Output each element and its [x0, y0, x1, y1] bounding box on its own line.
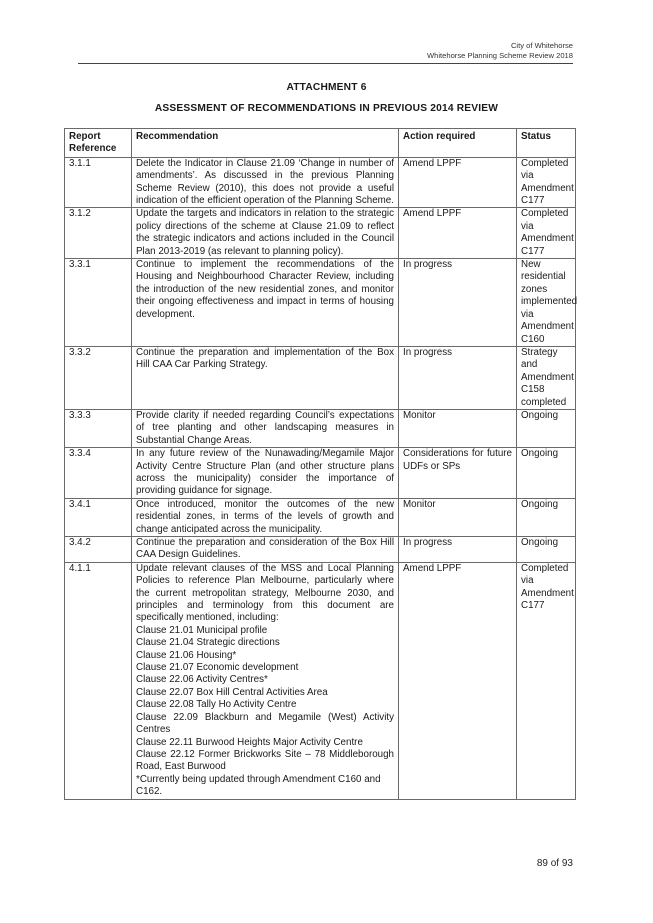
cell-recommendation — [132, 562, 399, 799]
table-row — [65, 259, 576, 347]
clause-line: Clause 21.06 Housing* — [136, 649, 237, 661]
cell-recommendation: Provide clarity if needed regarding Council’s expectations of tree planting and other landscaping measures in Substantial Change Areas. — [132, 409, 399, 447]
recommendations-table — [64, 128, 576, 800]
clause-line: Clause 22.08 Tally Ho Activity Centre — [136, 699, 297, 711]
header-recommendation: Recommendation — [132, 129, 399, 158]
cell-reference: 3.3.4 — [65, 448, 132, 499]
cell-reference: 3.3.3 — [65, 409, 132, 447]
table-row — [65, 498, 576, 536]
table-header-row — [65, 129, 576, 158]
page-header — [427, 41, 573, 61]
cell-recommendation: Continue to implement the recommendations of the Housing and Neighbourhood Character Review, including the introduction of the new residential zones, and monitor their ongoing effectiveness and impact in terms of housing development. — [132, 259, 399, 347]
clause-line: Clause 22.11 Burwood Heights Major Activity Centre — [136, 736, 363, 748]
header-organisation: City of Whitehorse — [510, 41, 573, 50]
cell-reference: 3.3.1 — [65, 259, 132, 347]
clause-line: Clause 22.09 Blackburn and Megamile (West) Activity Centres — [136, 711, 394, 736]
cell-status: New residential zones implemented via Amendment C160 — [517, 259, 576, 347]
cell-reference: 3.4.2 — [65, 537, 132, 563]
cell-status: Ongoing — [517, 537, 576, 563]
header-status: Status — [517, 129, 576, 158]
cell-action: Considerations for future UDFs or SPs — [399, 448, 517, 499]
clause-line: Clause 21.01 Municipal profile — [136, 624, 268, 636]
cell-recommendation: Continue the preparation and consideration of the Box Hill CAA Design Guidelines. — [132, 537, 399, 563]
cell-recommendation: In any future review of the Nunawading/Megamile Major Activity Centre Structure Plan (and other structure plans across the municipality) consider the importance of providing guidance for signage. — [132, 448, 399, 499]
clause-line: Clause 21.07 Economic development — [136, 662, 299, 674]
cell-status: Completed via Amendment C177 — [517, 208, 576, 259]
cell-status: Completed via Amendment C177 — [517, 157, 576, 208]
cell-action: Monitor — [399, 409, 517, 447]
header-document: Whitehorse Planning Scheme Review 2018 — [426, 51, 573, 60]
table-row — [65, 448, 576, 499]
clause-line: Clause 21.04 Strategic directions — [136, 637, 280, 649]
cell-recommendation: Continue the preparation and implementation of the Box Hill CAA Car Parking Strategy. — [132, 346, 399, 409]
cell-reference: 3.1.1 — [65, 157, 132, 208]
cell-recommendation: Update the targets and indicators in relation to the strategic policy directions of the scheme at Clause 21.09 to reflect the strategic indicators and actions included in the Council Plan 2013-2019 (as relevant to planning policy). — [132, 208, 399, 259]
cell-action: Amend LPPF — [399, 157, 517, 208]
table-row — [65, 157, 576, 208]
table-row — [65, 409, 576, 447]
cell-action: In progress — [399, 346, 517, 409]
table-row — [65, 208, 576, 259]
table-row — [65, 346, 576, 409]
table-row — [65, 537, 576, 563]
recommendation-note: *Currently being updated through Amendment C160 and C162. — [136, 773, 381, 798]
cell-recommendation: Once introduced, monitor the outcomes of the new residential zones, in terms of the levels of growth and change anticipated across the municipality. — [132, 498, 399, 536]
recommendation-intro: Update relevant clauses of the MSS and Local Planning Policies to reference Plan Melbourne, particularly where the current metropolitan strategy, Melbourne 2030, and principles and terminology from this document are specifically mentioned, including: — [136, 562, 394, 624]
clause-line: Clause 22.12 Former Brickworks Site – 78 Middleborough Road, East Burwood — [136, 748, 394, 773]
cell-reference: 3.1.2 — [65, 208, 132, 259]
cell-status: Completed via Amendment C177 — [517, 562, 576, 799]
page-number: 89 of 93 — [536, 858, 573, 869]
clause-line: Clause 22.07 Box Hill Central Activities Area — [136, 686, 328, 698]
table-row — [65, 562, 576, 799]
header-action: Action required — [399, 129, 517, 158]
cell-action: In progress — [399, 259, 517, 347]
cell-status: Strategy and Amendment C158 completed — [517, 346, 576, 409]
cell-status: Ongoing — [517, 409, 576, 447]
cell-action: Monitor — [399, 498, 517, 536]
cell-status: Ongoing — [517, 448, 576, 499]
cell-action: Amend LPPF — [399, 208, 517, 259]
cell-reference: 3.4.1 — [65, 498, 132, 536]
header-rule — [78, 63, 573, 64]
clause-line: Clause 22.06 Activity Centres* — [136, 674, 268, 686]
cell-action: In progress — [399, 537, 517, 563]
cell-status: Ongoing — [517, 498, 576, 536]
attachment-title: ATTACHMENT 6 — [286, 82, 367, 93]
section-subtitle: ASSESSMENT OF RECOMMENDATIONS IN PREVIOUS 2014 REVIEW — [154, 103, 499, 114]
cell-reference: 4.1.1 — [65, 562, 132, 799]
cell-recommendation: Delete the Indicator in Clause 21.09 ‘Change in number of amendments’. As discussed in the previous Planning Scheme Review (2010), this does not provide a useful indication of the efficient operation of the Planning Scheme. — [132, 157, 399, 208]
header-reference: Report Reference — [65, 129, 132, 158]
cell-action: Amend LPPF — [399, 562, 517, 799]
cell-reference: 3.3.2 — [65, 346, 132, 409]
